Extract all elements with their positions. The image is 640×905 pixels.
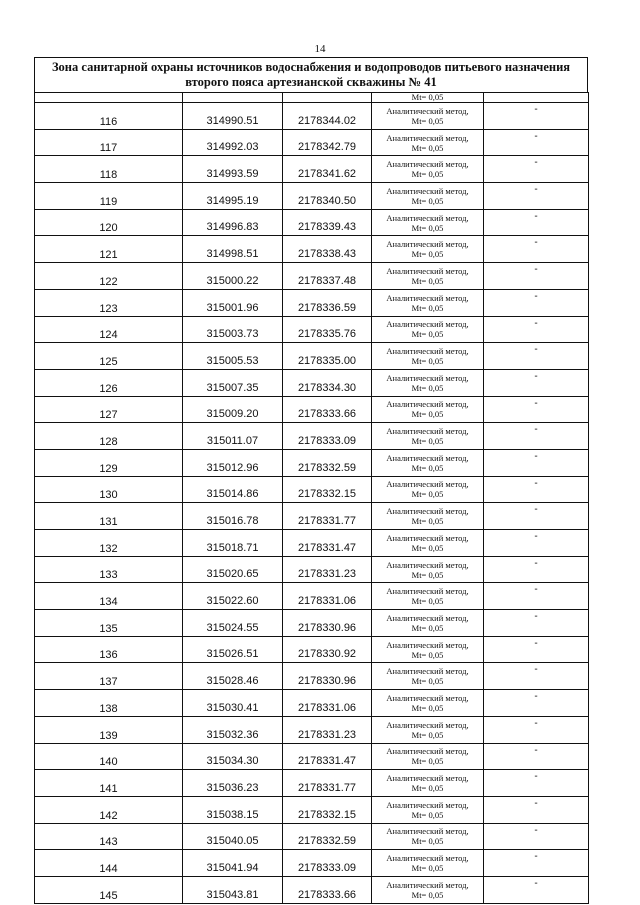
method-cell (372, 263, 484, 290)
x-coordinate: 315024.55 (183, 610, 283, 637)
table-row (35, 743, 589, 770)
method-cell (372, 716, 484, 743)
x-coordinate: 315022.60 (183, 583, 283, 610)
table-row (35, 156, 589, 183)
x-coordinate: 314995.19 (183, 183, 283, 210)
y-coordinate: 2178331.23 (283, 716, 372, 743)
table-row (35, 610, 589, 637)
y-coordinate: 2178336.59 (283, 289, 372, 316)
page-number: 14 (314, 43, 326, 55)
method-accuracy: Мt= 0,05 (411, 302, 444, 313)
point-number: 142 (35, 796, 183, 823)
x-coordinate: 315030.41 (183, 690, 283, 717)
table-title (34, 57, 588, 92)
point-number: 141 (35, 770, 183, 797)
note-dash: - (484, 236, 589, 263)
method-cell (372, 690, 484, 717)
method-label: Аналитический метод, (386, 292, 469, 303)
x-coordinate: 315040.05 (183, 823, 283, 850)
point-number: 133 (35, 556, 183, 583)
x-coordinate: 315012.96 (183, 449, 283, 476)
method-label: Аналитический метод, (386, 666, 469, 677)
method-cell (372, 476, 484, 503)
method-accuracy: Мt= 0,05 (411, 275, 444, 286)
x-coordinate: 314993.59 (183, 156, 283, 183)
y-coordinate: 2178332.15 (283, 476, 372, 503)
method-accuracy: Мt= 0,05 (411, 596, 444, 607)
table-row (35, 289, 589, 316)
method-cell (372, 823, 484, 850)
x-coordinate: 315043.81 (183, 876, 283, 903)
y-coordinate: 2178333.09 (283, 850, 372, 877)
carryover-method: Мt= 0,05 (372, 93, 484, 103)
y-coordinate: 2178334.30 (283, 369, 372, 396)
note-dash: - (484, 850, 589, 877)
x-coordinate: 315016.78 (183, 503, 283, 530)
table-row (35, 209, 589, 236)
method-cell (372, 396, 484, 423)
method-label: Аналитический метод, (386, 719, 469, 730)
point-number: 131 (35, 503, 183, 530)
method-label: Аналитический метод, (386, 773, 469, 784)
y-coordinate: 2178335.76 (283, 316, 372, 343)
point-number: 132 (35, 530, 183, 557)
note-dash: - (484, 156, 589, 183)
point-number: 128 (35, 423, 183, 450)
y-coordinate: 2178331.77 (283, 503, 372, 530)
method-accuracy: Мt= 0,05 (411, 783, 444, 794)
table-row (35, 530, 589, 557)
y-coordinate: 2178331.47 (283, 530, 372, 557)
method-accuracy: Мt= 0,05 (411, 756, 444, 767)
method-label: Аналитический метод, (386, 639, 469, 650)
table-row (35, 236, 589, 263)
method-cell (372, 103, 484, 130)
method-accuracy: Мt= 0,05 (411, 142, 444, 153)
table-row (35, 876, 589, 903)
title-line-1: Зона санитарной охраны источников водоснабжения и водопроводов питьевого назначения (51, 60, 571, 74)
x-coordinate: 314990.51 (183, 103, 283, 130)
point-number: 143 (35, 823, 183, 850)
note-dash: - (484, 610, 589, 637)
point-number: 138 (35, 690, 183, 717)
note-dash: - (484, 503, 589, 530)
method-label: Аналитический метод, (386, 799, 469, 810)
carryover-row (35, 93, 589, 103)
table-row (35, 183, 589, 210)
method-cell (372, 156, 484, 183)
note-dash: - (484, 743, 589, 770)
method-cell (372, 610, 484, 637)
y-coordinate: 2178333.66 (283, 876, 372, 903)
point-number: 145 (35, 876, 183, 903)
point-number: 129 (35, 449, 183, 476)
note-dash: - (484, 396, 589, 423)
method-cell (372, 796, 484, 823)
table-row (35, 823, 589, 850)
table-row (35, 263, 589, 290)
y-coordinate: 2178333.66 (283, 396, 372, 423)
table-row (35, 316, 589, 343)
y-coordinate: 2178331.77 (283, 770, 372, 797)
method-accuracy: Мt= 0,05 (411, 489, 444, 500)
point-number: 121 (35, 236, 183, 263)
method-cell (372, 209, 484, 236)
x-coordinate: 315020.65 (183, 556, 283, 583)
x-coordinate: 314996.83 (183, 209, 283, 236)
method-accuracy: Мt= 0,05 (411, 382, 444, 393)
method-cell (372, 530, 484, 557)
point-number: 135 (35, 610, 183, 637)
y-coordinate: 2178335.00 (283, 343, 372, 370)
method-cell (372, 449, 484, 476)
x-coordinate: 315038.15 (183, 796, 283, 823)
table-row (35, 583, 589, 610)
method-cell (372, 850, 484, 877)
method-cell (372, 423, 484, 450)
method-label: Аналитический метод, (386, 265, 469, 276)
x-coordinate: 315003.73 (183, 316, 283, 343)
method-cell (372, 743, 484, 770)
point-number: 127 (35, 396, 183, 423)
note-dash: - (484, 316, 589, 343)
method-accuracy: Мt= 0,05 (411, 809, 444, 820)
x-coordinate: 315028.46 (183, 663, 283, 690)
x-coordinate: 315001.96 (183, 289, 283, 316)
method-accuracy: Мt= 0,05 (411, 329, 444, 340)
point-number: 118 (35, 156, 183, 183)
method-label: Аналитический метод, (386, 692, 469, 703)
method-accuracy: Мt= 0,05 (411, 462, 444, 473)
note-dash: - (484, 636, 589, 663)
table-row (35, 850, 589, 877)
method-accuracy: Мt= 0,05 (411, 516, 444, 527)
x-coordinate: 315009.20 (183, 396, 283, 423)
method-label: Аналитический метод, (386, 399, 469, 410)
note-dash: - (484, 716, 589, 743)
method-label: Аналитический метод, (386, 612, 469, 623)
note-dash: - (484, 663, 589, 690)
table-row (35, 449, 589, 476)
note-dash: - (484, 369, 589, 396)
note-dash: - (484, 823, 589, 850)
table-row (35, 396, 589, 423)
method-label: Аналитический метод, (386, 853, 469, 864)
y-coordinate: 2178344.02 (283, 103, 372, 130)
method-label: Аналитический метод, (386, 239, 469, 250)
y-coordinate: 2178333.09 (283, 423, 372, 450)
x-coordinate: 314998.51 (183, 236, 283, 263)
y-coordinate: 2178338.43 (283, 236, 372, 263)
method-accuracy: Мt= 0,05 (411, 836, 444, 847)
method-label: Аналитический метод, (386, 159, 469, 170)
note-dash: - (484, 343, 589, 370)
method-accuracy: Мt= 0,05 (411, 863, 444, 874)
method-cell (372, 316, 484, 343)
method-label: Аналитический метод, (386, 132, 469, 143)
method-label: Аналитический метод, (386, 105, 469, 116)
method-cell (372, 289, 484, 316)
method-cell (372, 636, 484, 663)
note-dash: - (484, 449, 589, 476)
note-dash: - (484, 770, 589, 797)
table-row (35, 796, 589, 823)
title-line-2: второго пояса артезианской скважины № 41 (185, 75, 437, 89)
point-number: 144 (35, 850, 183, 877)
method-accuracy: Мt= 0,05 (411, 409, 444, 420)
table-row (35, 476, 589, 503)
method-accuracy: Мt= 0,05 (411, 676, 444, 687)
y-coordinate: 2178341.62 (283, 156, 372, 183)
method-cell (372, 369, 484, 396)
carryover-cell-num (35, 93, 183, 103)
point-number: 122 (35, 263, 183, 290)
y-coordinate: 2178342.79 (283, 129, 372, 156)
note-dash: - (484, 183, 589, 210)
y-coordinate: 2178331.06 (283, 690, 372, 717)
method-label: Аналитический метод, (386, 506, 469, 517)
method-accuracy: Мt= 0,05 (411, 889, 444, 900)
x-coordinate: 315014.86 (183, 476, 283, 503)
note-dash: - (484, 876, 589, 903)
y-coordinate: 2178332.59 (283, 449, 372, 476)
note-dash: - (484, 289, 589, 316)
method-label: Аналитический метод, (386, 532, 469, 543)
method-cell (372, 236, 484, 263)
method-label: Аналитический метод, (386, 586, 469, 597)
table-row (35, 770, 589, 797)
carryover-cell-note (484, 93, 589, 103)
table-row (35, 636, 589, 663)
document-sheet (34, 57, 588, 904)
point-number: 139 (35, 716, 183, 743)
x-coordinate: 315034.30 (183, 743, 283, 770)
table-row (35, 716, 589, 743)
note-dash: - (484, 556, 589, 583)
method-cell (372, 876, 484, 903)
x-coordinate: 314992.03 (183, 129, 283, 156)
note-dash: - (484, 476, 589, 503)
point-number: 130 (35, 476, 183, 503)
note-dash: - (484, 423, 589, 450)
point-number: 120 (35, 209, 183, 236)
x-coordinate: 315036.23 (183, 770, 283, 797)
x-coordinate: 315041.94 (183, 850, 283, 877)
y-coordinate: 2178330.96 (283, 610, 372, 637)
y-coordinate: 2178340.50 (283, 183, 372, 210)
method-cell (372, 503, 484, 530)
method-label: Аналитический метод, (386, 319, 469, 330)
method-label: Аналитический метод, (386, 479, 469, 490)
method-accuracy: Мt= 0,05 (411, 249, 444, 260)
method-cell (372, 183, 484, 210)
method-accuracy: Мt= 0,05 (411, 569, 444, 580)
point-number: 124 (35, 316, 183, 343)
method-label: Аналитический метод, (386, 346, 469, 357)
x-coordinate: 315011.07 (183, 423, 283, 450)
x-coordinate: 315000.22 (183, 263, 283, 290)
point-number: 117 (35, 129, 183, 156)
method-label: Аналитический метод, (386, 826, 469, 837)
note-dash: - (484, 583, 589, 610)
method-cell (372, 583, 484, 610)
point-number: 123 (35, 289, 183, 316)
y-coordinate: 2178332.15 (283, 796, 372, 823)
note-dash: - (484, 129, 589, 156)
method-label: Аналитический метод, (386, 426, 469, 437)
method-accuracy: Мt= 0,05 (411, 436, 444, 447)
method-cell (372, 556, 484, 583)
method-label: Аналитический метод, (386, 212, 469, 223)
note-dash: - (484, 796, 589, 823)
table-row (35, 503, 589, 530)
point-number: 116 (35, 103, 183, 130)
y-coordinate: 2178339.43 (283, 209, 372, 236)
method-label: Аналитический метод, (386, 746, 469, 757)
y-coordinate: 2178330.96 (283, 663, 372, 690)
y-coordinate: 2178332.59 (283, 823, 372, 850)
table-row (35, 423, 589, 450)
table-row (35, 343, 589, 370)
x-coordinate: 315018.71 (183, 530, 283, 557)
carryover-cell-y (283, 93, 372, 103)
method-cell (372, 343, 484, 370)
table-row (35, 103, 589, 130)
method-accuracy: Мt= 0,05 (411, 542, 444, 553)
method-label: Аналитический метод, (386, 559, 469, 570)
point-number: 134 (35, 583, 183, 610)
note-dash: - (484, 103, 589, 130)
method-cell (372, 129, 484, 156)
x-coordinate: 315005.53 (183, 343, 283, 370)
method-label: Аналитический метод, (386, 185, 469, 196)
table-row (35, 690, 589, 717)
method-accuracy: Мt= 0,05 (411, 622, 444, 633)
method-cell (372, 663, 484, 690)
y-coordinate: 2178331.23 (283, 556, 372, 583)
x-coordinate: 315026.51 (183, 636, 283, 663)
y-coordinate: 2178330.92 (283, 636, 372, 663)
method-accuracy: Мt= 0,05 (411, 115, 444, 126)
method-cell (372, 770, 484, 797)
table-row (35, 663, 589, 690)
table-row (35, 129, 589, 156)
method-label: Аналитический метод, (386, 879, 469, 890)
method-accuracy: Мt= 0,05 (411, 169, 444, 180)
method-label: Аналитический метод, (386, 452, 469, 463)
point-number: 136 (35, 636, 183, 663)
carryover-cell-x (183, 93, 283, 103)
point-number: 126 (35, 369, 183, 396)
method-accuracy: Мt= 0,05 (411, 649, 444, 660)
method-accuracy: Мt= 0,05 (411, 222, 444, 233)
method-label: Аналитический метод, (386, 372, 469, 383)
point-number: 137 (35, 663, 183, 690)
note-dash: - (484, 209, 589, 236)
point-number: 125 (35, 343, 183, 370)
point-number: 140 (35, 743, 183, 770)
table-row (35, 369, 589, 396)
note-dash: - (484, 690, 589, 717)
method-accuracy: Мt= 0,05 (411, 702, 444, 713)
note-dash: - (484, 530, 589, 557)
x-coordinate: 315032.36 (183, 716, 283, 743)
method-accuracy: Мt= 0,05 (411, 729, 444, 740)
y-coordinate: 2178337.48 (283, 263, 372, 290)
table-row (35, 556, 589, 583)
method-accuracy: Мt= 0,05 (411, 356, 444, 367)
method-accuracy: Мt= 0,05 (411, 195, 444, 206)
coordinates-table (34, 92, 589, 904)
note-dash: - (484, 263, 589, 290)
x-coordinate: 315007.35 (183, 369, 283, 396)
point-number: 119 (35, 183, 183, 210)
y-coordinate: 2178331.06 (283, 583, 372, 610)
y-coordinate: 2178331.47 (283, 743, 372, 770)
